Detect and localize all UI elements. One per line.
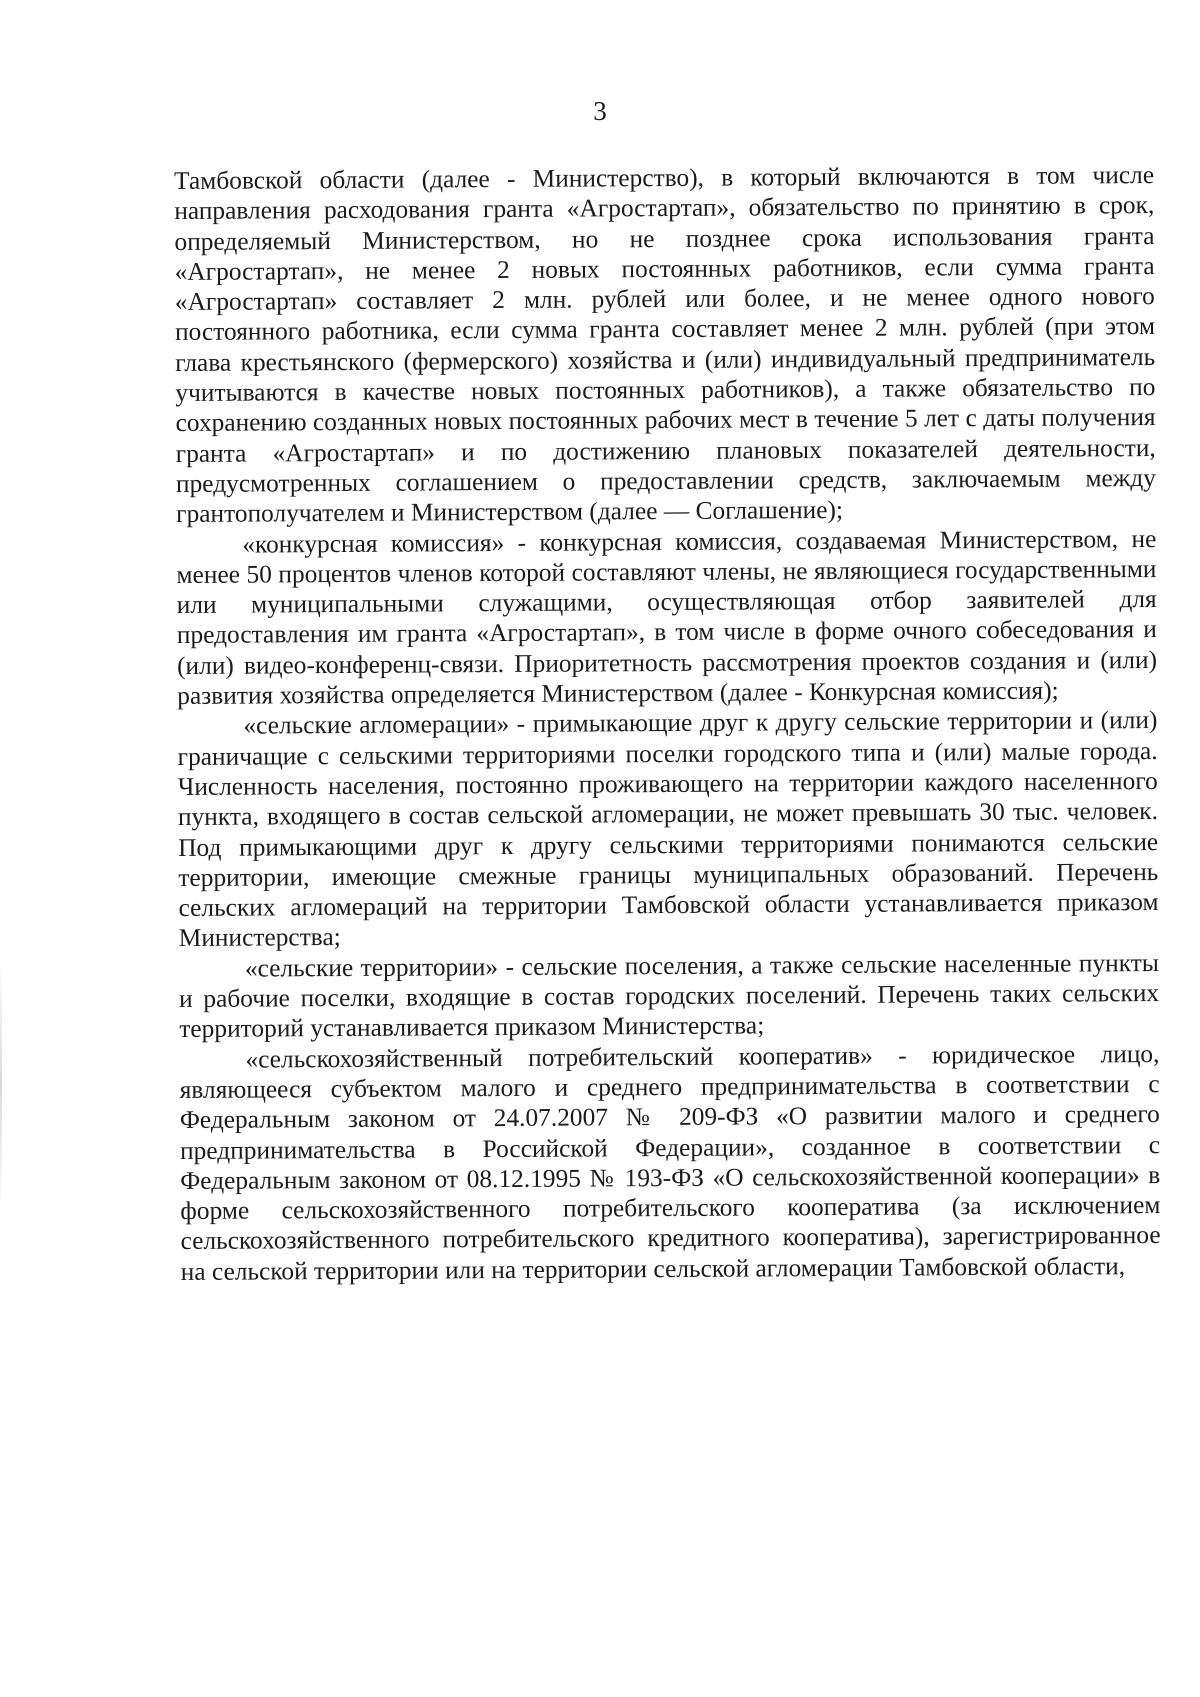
paragraph-ministry-continuation: Тамбовской области (далее - Министерство), в который включаются в том числе направления расходования гранта «Агростартап», обязательство по принятию в срок, определяемый Министерством, но не позднее срока использования гранта «Агростартап», не менее 2 новых постоянных работников, если сумма гранта «Агростартап» составляет 2 млн. рублей или более, и не менее одного нового постоянного работника, если сумма гранта составляет менее 2 млн. рублей (при этом глава крестьянского (фермерского) хозяйства и (или) индивидуальный предприниматель учитываются в качестве новых постоянных работников), а также обязательство по сохранению созданных новых постоянных рабочих мест в течение 5 лет с даты получения гранта «Агростартап» и по достижению плановых показателей деятельности, предусмотренных соглашением о предоставлении средств, заключаемым между грантополучателем и Министерством (далее — Соглашение); — [174, 161, 1157, 529]
scan-edge-shadow — [0, 960, 2, 1210]
document-body — [174, 160, 1161, 1287]
paragraph-rural-agglomerations: «сельские агломерации» - примыкающие друг к другу сельские территории и (или) граничащие с сельскими территориями поселки городского типа и (или) малые города. Численность населения, постоянно проживающего на территории каждого населенного пункта, входящего в состав сельской агломерации, не может превышать 30 тыс. человек. Под примыкающими друг к другу сельскими территориями понимаются сельские территории, имеющие смежные границы муниципальных образований. Перечень сельских агломераций на территории Тамбовской области устанавливается приказом Министерства; — [177, 706, 1159, 953]
paragraph-competition-commission: «конкурсная комиссия» - конкурсная комиссия, создаваемая Министерством, не менее 50 процентов членов которой составляют члены, не являющиеся государственными или муниципальными служащими, осуществляющая отбор заявителей для предоставления им гранта «Агростартап», в том числе в форме очного собеседования и (или) видео-конференц-связи. Приоритетность рассмотрения проектов создания и (или) развития хозяйства определяется Министерством (далее - Конкурсная комиссия); — [176, 524, 1158, 711]
page-number: 3 — [593, 96, 607, 126]
paragraph-agricultural-cooperative: «сельскохозяйственный потребительский кооператив» - юридическое лицо, являющееся субъектом малого и среднего предпринимательства в соответствии с Федеральным законом от 24.07.2007 № 209-ФЗ «О развитии малого и среднего предпринимательства в Российской Федерации», созданное в соответствии с Федеральным законом от 08.12.1995 № 193-ФЗ «О сельскохозяйственной кооперации» в форме сельскохозяйственного потребительского кооператива (за исключением сельскохозяйственного потребительского кредитного кооператива), зарегистрированное на сельской территории или на территории сельской агломерации Тамбовской области, — [179, 1039, 1161, 1286]
paragraph-rural-territories: «сельские территории» - сельские поселения, а также сельские населенные пункты и рабочие поселки, входящие в состав городских поселений. Перечень таких сельских территорий устанавливается приказом Министерства; — [179, 948, 1160, 1044]
